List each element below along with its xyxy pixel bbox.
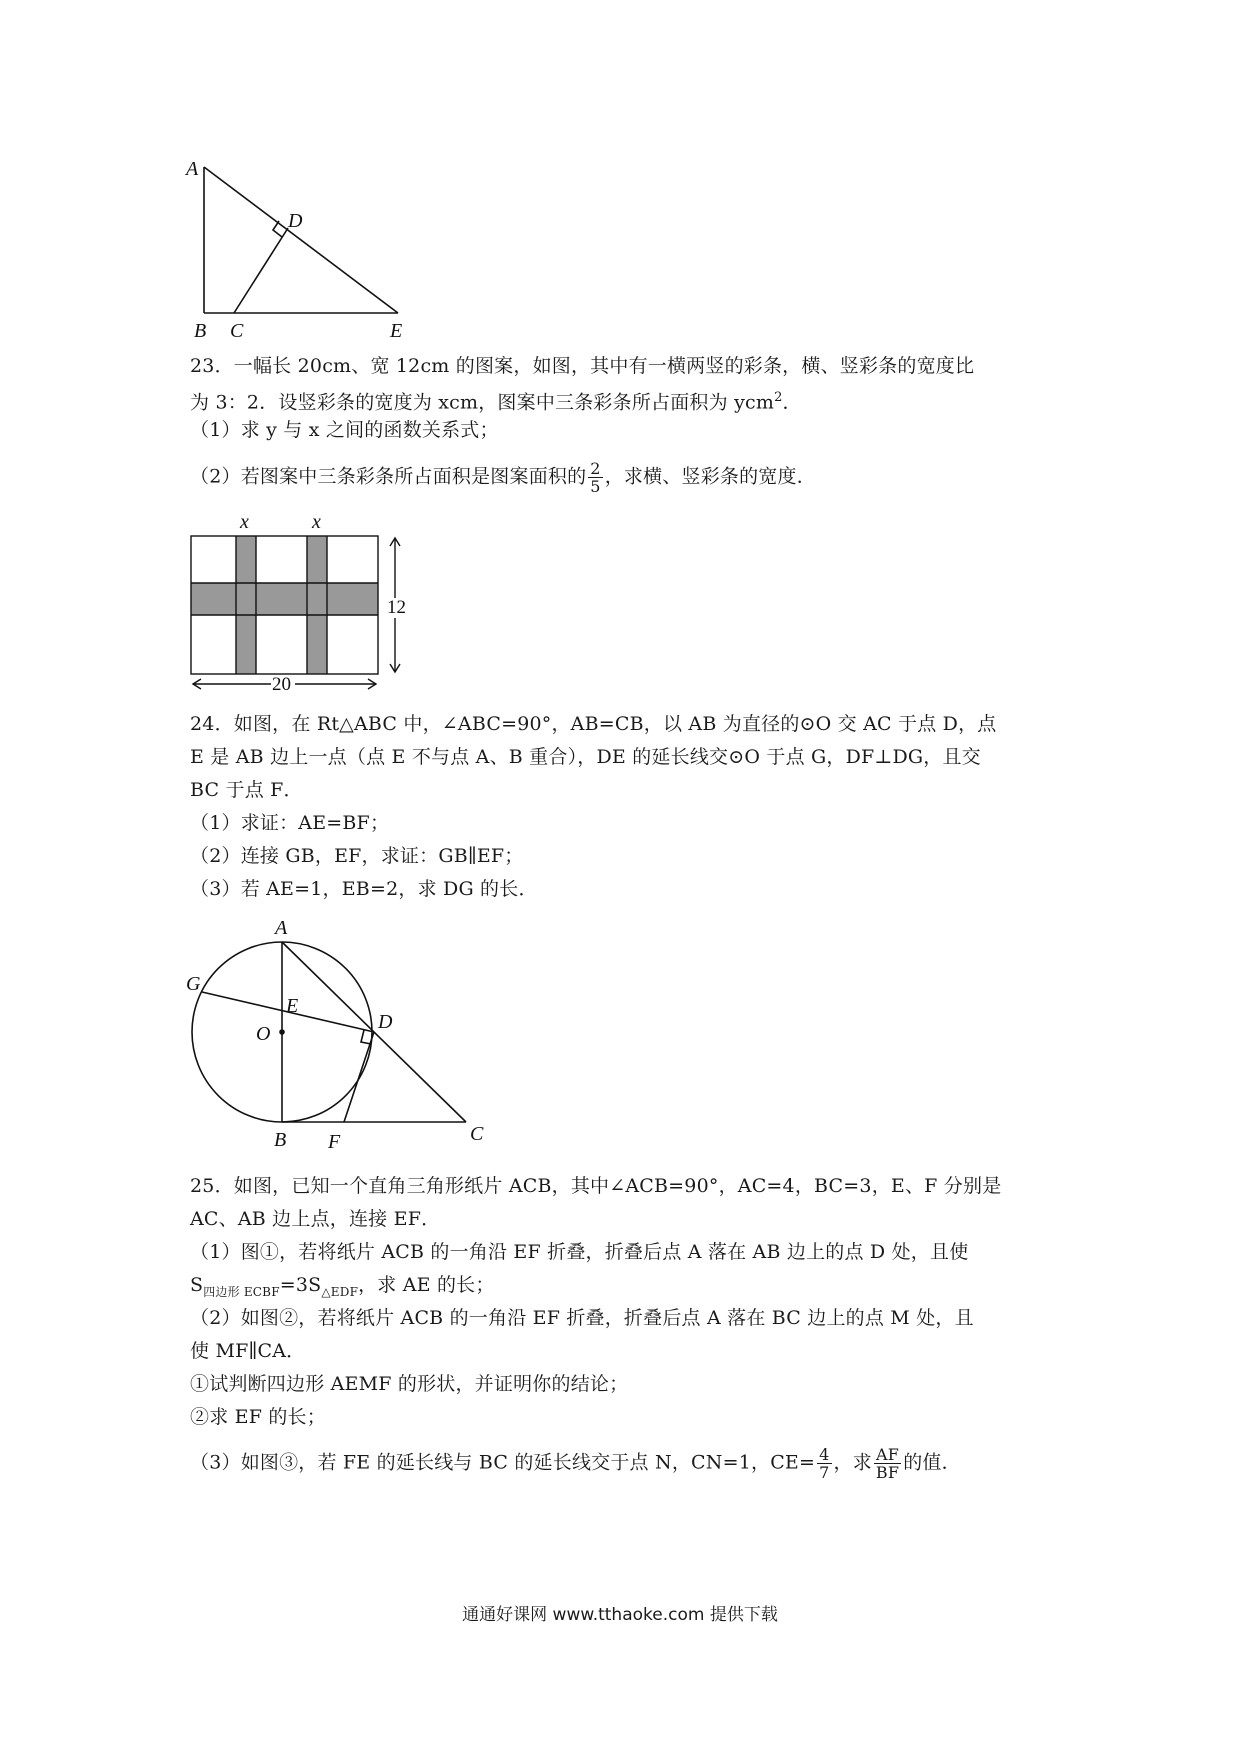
label-c: C [230,320,244,342]
q23-line2: 为 3：2．设竖彩条的宽度为 xcm，图案中三条彩条所占面积为 ycm$^2$． [190,390,802,414]
label-c: C [470,1123,484,1145]
label-b: B [274,1129,287,1151]
label-o: O [256,1023,271,1045]
q24-part1: （1）求证：AE=BF； [190,812,390,834]
q24-part2: （2）连接 GB，EF，求证：GB∥EF； [190,845,524,867]
stripe-pattern-figure-q23 [185,511,425,695]
label-a: A [186,158,199,180]
vertical-stripe-left [236,536,256,674]
fraction-af-bf: $\frac{AF}{BF}$ [875,1445,900,1482]
q25-part2-ii: ②求 EF 的长； [190,1406,326,1428]
q25-line2: AC、AB 边上点，连接 EF． [190,1208,441,1230]
label-f: F [328,1131,341,1153]
footer-source-text: 通通好课网 www.tthaoke.com 提供下载 [462,1605,778,1625]
label-b: B [194,320,207,342]
segment-ae [204,167,398,313]
triangle-figure-q22 [180,155,420,345]
q25-part1-a: （1）图①，若将纸片 ACB 的一角沿 EF 折叠，折叠后点 A 落在 AB 边上的点 D 处，且使 [190,1241,969,1263]
horizontal-stripe [191,583,378,615]
label-e: E [390,320,403,342]
q23-part1: （1）求 y 与 x 之间的函数关系式； [190,419,499,441]
label-e: E [286,995,299,1017]
q25-part2-b: 使 MF∥CA． [190,1340,306,1362]
segment-cd [234,228,288,313]
q24-line3: BC 于点 F． [190,779,303,801]
q23-line1: 23．一幅长 20cm、宽 12cm 的图案，如图，其中有一横两竖的彩条，横、竖彩条的宽度比 [190,355,975,377]
center-point [279,1029,285,1035]
segment-df [344,1032,374,1122]
label-width: 20 [272,674,291,695]
label-d: D [378,1011,393,1033]
q24-part3: （3）若 AE=1，EB=2，求 DG 的长． [190,878,538,900]
right-angle-mark [273,221,282,237]
q25-part1-b: $S_{四边形 ECBF}=3S_{\triangle EDF}$，求 AE 的长； [190,1274,495,1299]
fraction-two-fifths: $\frac{2}{5}$ [590,459,601,496]
vertical-stripe-right [307,536,327,674]
circle-figure-q24 [180,910,490,1160]
q25-part3: （3）如图③，若 FE 的延长线与 BC 的延长线交于点 N，CN=1，CE= $\frac{4}{7}$ ，求 $\frac{AF}{BF}$ 的值． [190,1445,961,1482]
label-a: A [275,917,288,939]
q24-line2: E 是 AB 边上一点（点 E 不与点 A、B 重合），DE 的延长线交⊙O 于点 G，DF⊥DG，且交 [190,746,981,768]
right-angle-mark [361,1030,371,1044]
fraction-four-sevenths: $\frac{4}{7}$ [819,1445,830,1482]
q24-line1: 24．如图，在 Rt△ABC 中，∠ABC=90°，AB=CB，以 AB 为直径的⊙O 交 AC 于点 D，点 [190,713,997,735]
label-x-left: x [240,511,249,533]
label-g: G [186,973,201,995]
q25-part2-a: （2）如图②，若将纸片 ACB 的一角沿 EF 折叠，折叠后点 A 落在 BC 边上的点 M 处，且 [190,1307,974,1329]
label-x-right: x [312,511,321,533]
q25-line1: 25．如图，已知一个直角三角形纸片 ACB，其中∠ACB=90°，AC=4，BC=3，E、F 分别是 [190,1175,1002,1197]
q25-part2-i: ①试判断四边形 AEMF 的形状，并证明你的结论； [190,1373,629,1395]
q23-part2: （2）若图案中三条彩条所占面积是图案面积的 $\frac{2}{5}$ ，求横、竖彩条的宽度． [190,459,816,496]
label-height: 12 [387,597,406,618]
label-d: D [288,210,303,232]
